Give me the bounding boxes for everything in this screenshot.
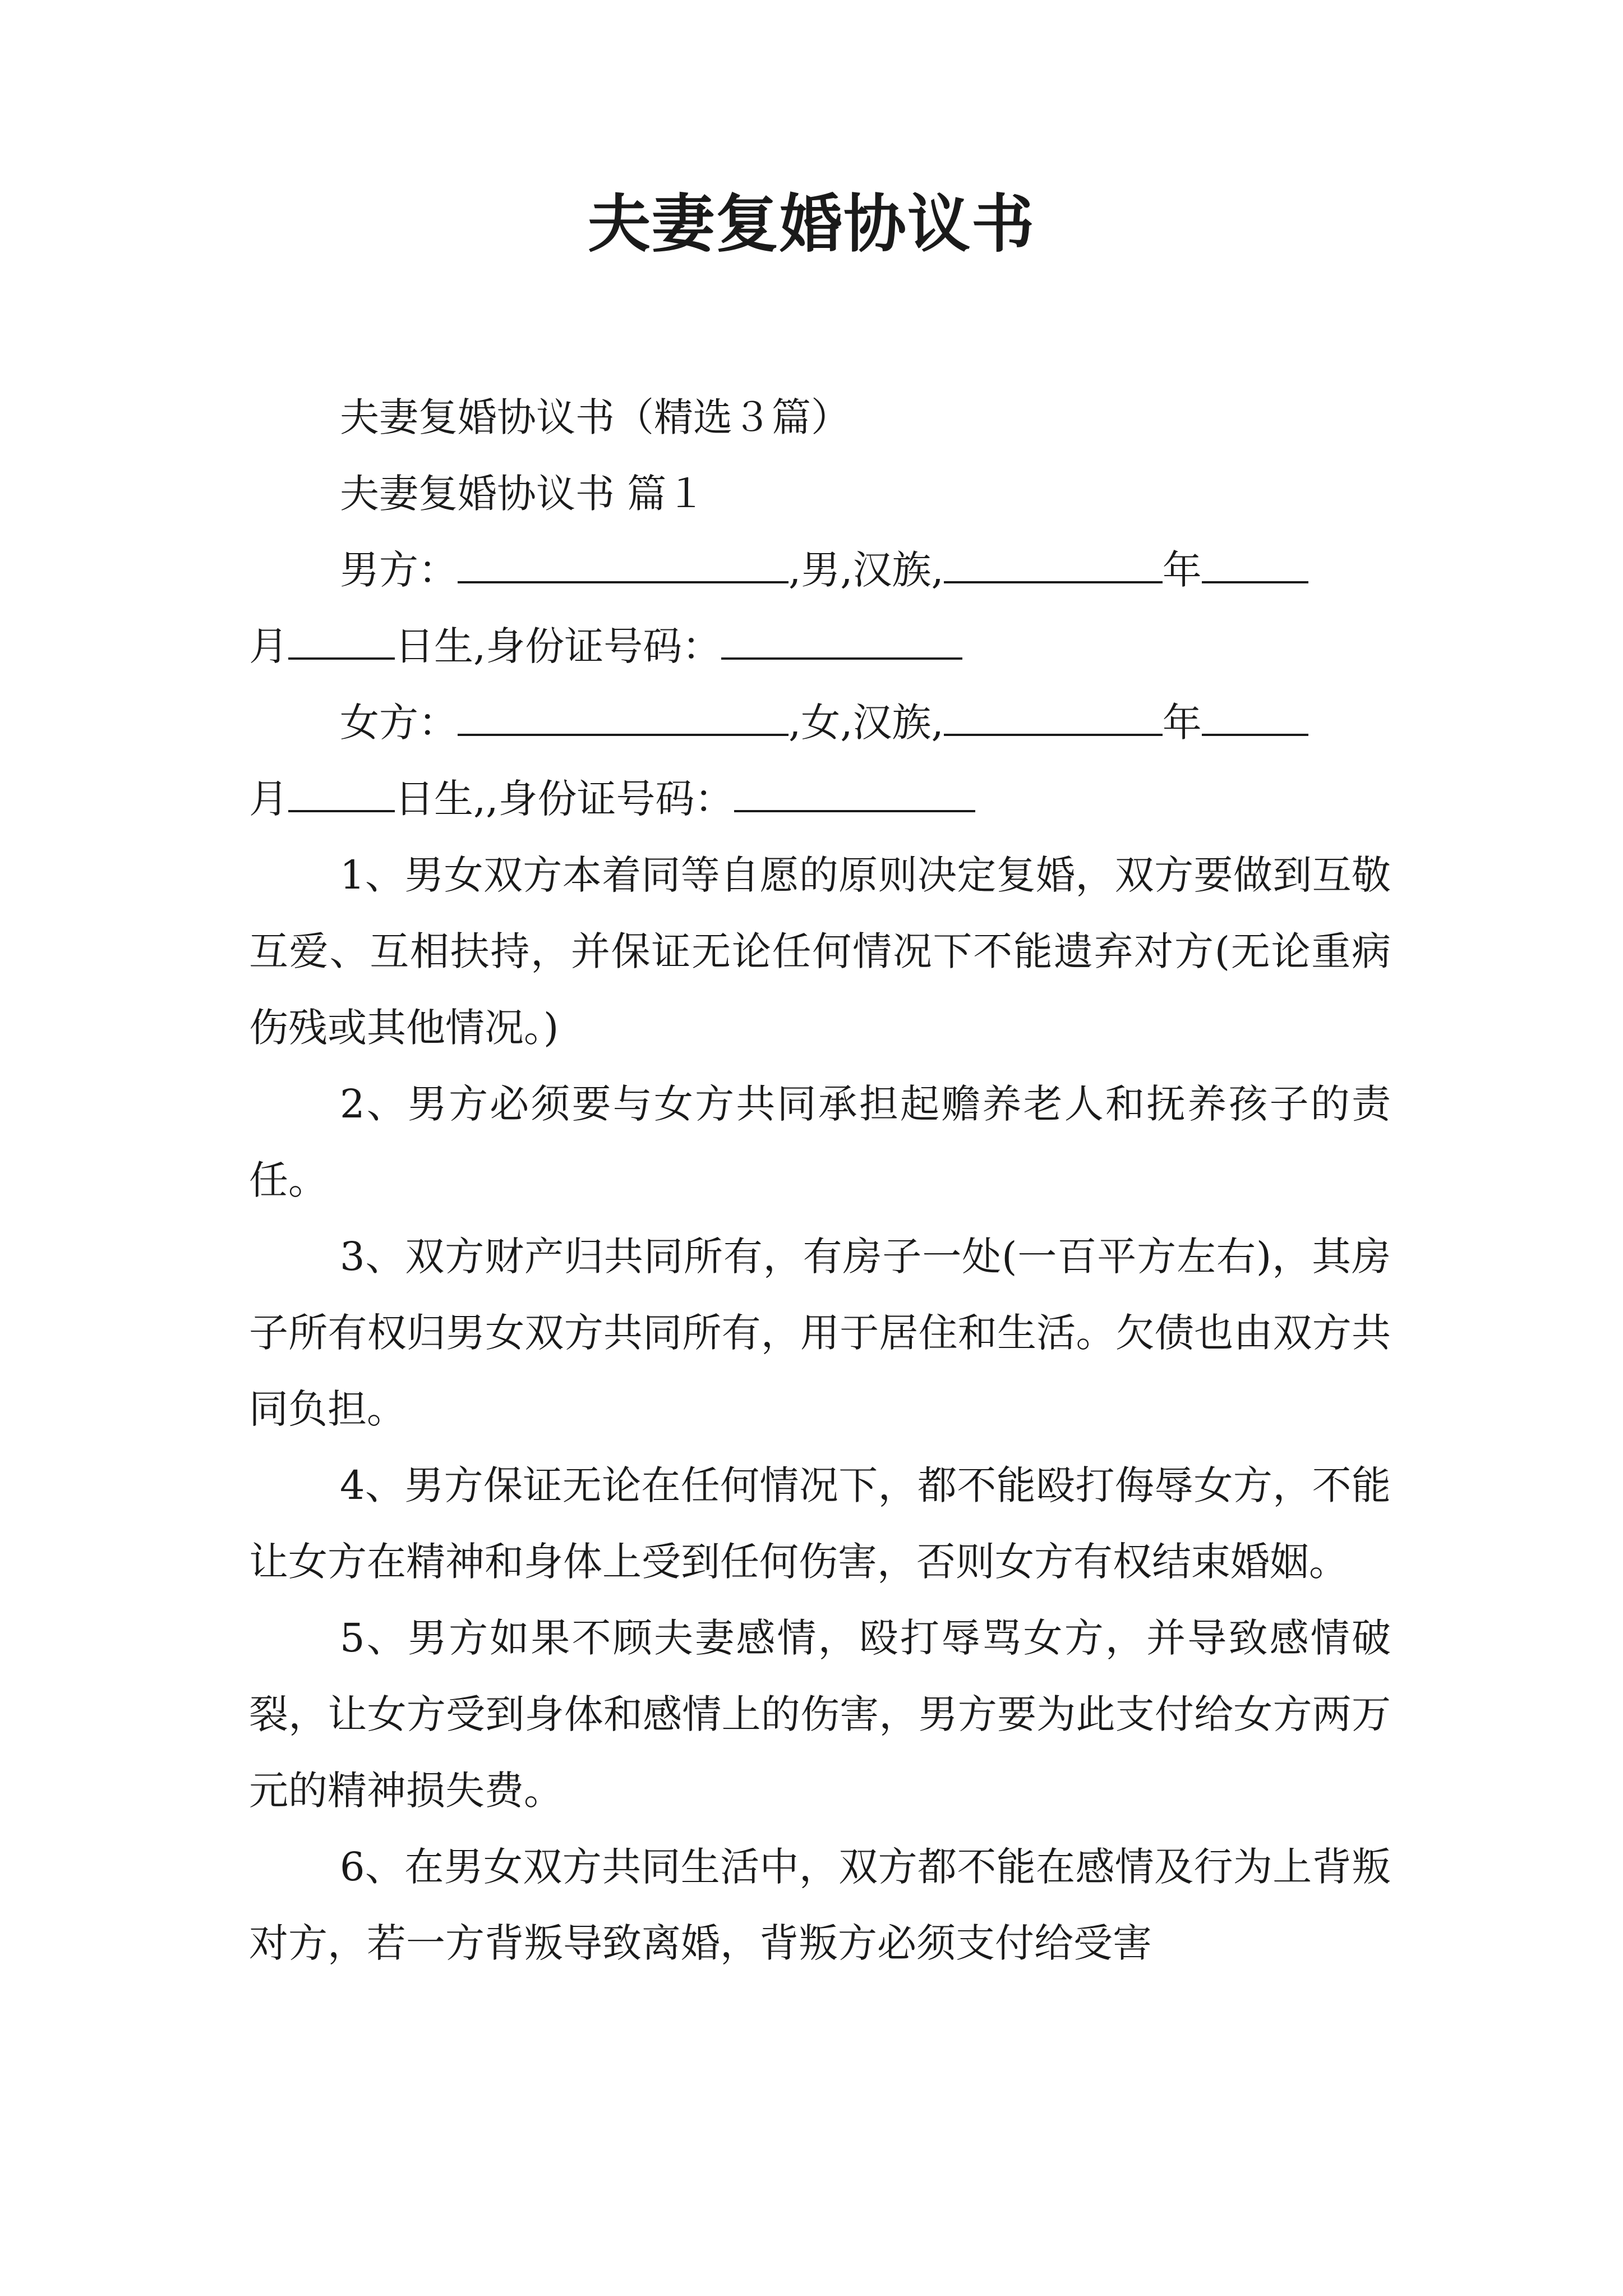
clause-5: 5、男方如果不顾夫妻感情，殴打辱骂女方，并导致感情破裂，让女方受到身体和感情上的伤害，男方要为此支付给女方两万元的精神损失费。	[249, 1615, 1391, 1814]
male-year-blank	[944, 539, 1163, 583]
female-party-label: 女方：	[340, 700, 458, 746]
male-year-label: 年	[1162, 547, 1202, 593]
female-day-blank	[288, 767, 395, 812]
male-gender-text: ,男,汉族,	[789, 547, 944, 593]
document-body	[249, 379, 1391, 1981]
clause-2: 2、男方必须要与女方共同承担起赡养老人和抚养孩子的责任。	[249, 1081, 1391, 1203]
female-month-blank	[1202, 691, 1308, 736]
female-name-blank	[458, 691, 789, 736]
male-day-label: 日生,身份证号码：	[395, 623, 722, 669]
female-gender-text: ,女,汉族,	[789, 700, 944, 746]
document-subtitle: 夫妻复婚协议书（精选３篇）	[340, 394, 850, 440]
male-party-line	[249, 532, 1391, 684]
female-day-label: 日生,,身份证号码：	[395, 776, 734, 822]
female-id-blank	[734, 767, 975, 812]
section-heading: 夫妻复婚协议书 篇１	[340, 471, 706, 517]
male-month-blank	[1202, 539, 1308, 583]
female-year-label: 年	[1162, 700, 1202, 746]
male-month-label: 月	[249, 623, 288, 669]
female-year-blank	[944, 691, 1163, 736]
document-title: 夫妻复婚协议书	[588, 188, 1035, 261]
clause-6: 6、在男女双方共同生活中，双方都不能在感情及行为上背叛对方，若一方背叛导致离婚，背叛方必须支付给受害	[249, 1844, 1391, 1966]
clause-1: 1、男女双方本着同等自愿的原则决定复婚，双方要做到互敬互爱、互相扶持，并保证无论任何情况下不能遗弃对方(无论重病伤残或其他情况。)	[249, 852, 1391, 1051]
male-name-blank	[458, 539, 789, 583]
male-id-blank	[721, 615, 962, 660]
female-month-label: 月	[249, 776, 288, 822]
clause-3: 3、双方财产归共同所有，有房子一处(一百平方左右)，其房子所有权归男女双方共同所有，用于居住和生活。欠债也由双方共同负担。	[249, 1234, 1391, 1432]
male-party-label: 男方：	[340, 547, 458, 593]
clause-4: 4、男方保证无论在任何情况下，都不能殴打侮辱女方，不能让女方在精神和身体上受到任何伤害，否则女方有权结束婚姻。	[249, 1462, 1391, 1585]
male-day-blank	[288, 615, 395, 660]
female-party-line	[249, 684, 1391, 837]
